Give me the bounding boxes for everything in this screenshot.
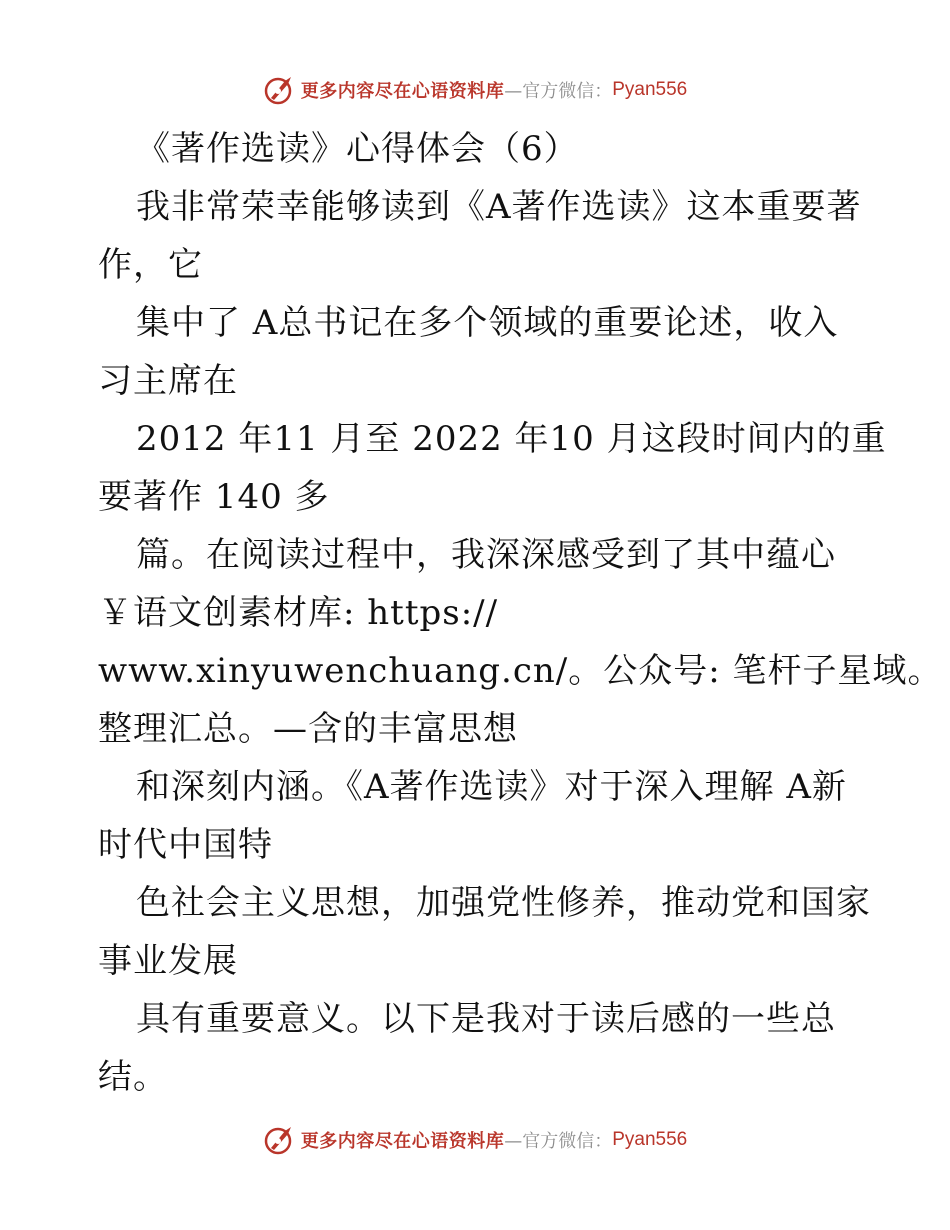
paragraph-line: 我非常荣幸能够读到《A著作选读》这本重要著	[136, 187, 862, 227]
paragraph-line: 事业发展	[98, 941, 238, 981]
paragraph-line: 色社会主义思想，加强党性修养，推动党和国家	[136, 883, 871, 923]
paragraph-line: 作，它	[98, 245, 203, 285]
paragraph-line: 整理汇总。—含的丰富思想	[98, 709, 518, 749]
paragraph-line: 篇。在阅读过程中，我深深感受到了其中蕴心	[136, 535, 836, 575]
footer-official-label: —官方微信：	[504, 1131, 613, 1152]
header-banner	[0, 70, 950, 110]
header-official-label: —官方微信：	[504, 81, 613, 102]
paragraph-line: 习主席在	[98, 361, 238, 401]
header-wechat-id: Pyan556	[612, 79, 688, 100]
footer-banner	[0, 1120, 950, 1160]
pen-nib-logo-icon	[263, 73, 297, 107]
header-promo-text: 更多内容尽在心语资料库	[300, 81, 505, 102]
document-title: 《著作选读》心得体会（6）	[136, 129, 579, 169]
footer-promo-text: 更多内容尽在心语资料库	[300, 1131, 505, 1152]
paragraph-line: 集中了 A总书记在多个领域的重要论述，收入	[136, 303, 839, 343]
pen-nib-logo-icon	[263, 1123, 297, 1157]
paragraph-line: 和深刻内涵。《A著作选读》对于深入理解 A新	[136, 767, 847, 807]
paragraph-line: 时代中国特	[98, 825, 273, 865]
paragraph-line: 具有重要意义。以下是我对于读后感的一些总	[136, 999, 836, 1039]
footer-wechat-id: Pyan556	[612, 1129, 688, 1150]
paragraph-line: 2012 年11 月至 2022 年10 月这段时间内的重	[136, 419, 887, 459]
paragraph-line: www.xinyuwenchuang.cn/。公众号: 笔杆子星域。	[98, 651, 943, 691]
paragraph-line: ￥语文创素材库: https://	[98, 593, 499, 633]
paragraph-line: 要著作 140 多	[98, 477, 330, 517]
document-body	[98, 120, 943, 1106]
paragraph-line: 结。	[98, 1057, 168, 1097]
